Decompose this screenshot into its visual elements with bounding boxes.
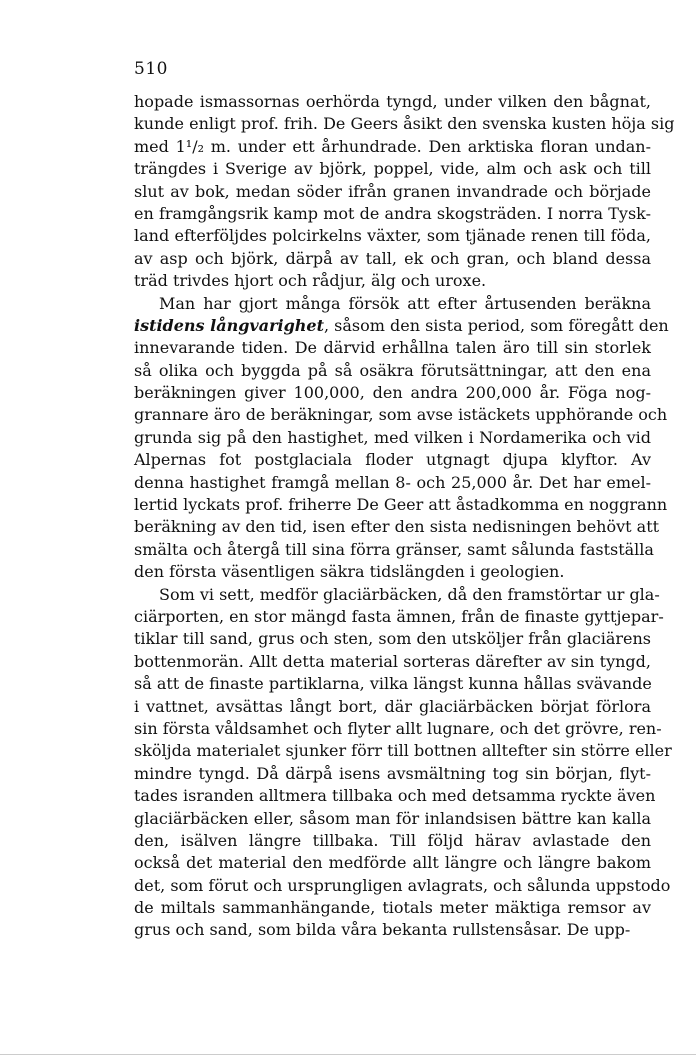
text-line: beräkning av den tid, isen efter den sista nedisningen behövt att xyxy=(134,517,660,537)
text-line: med 1¹/₂ m. under ett århundrade. Den arktiska floran undan- xyxy=(134,136,651,156)
paragraph xyxy=(134,293,669,584)
text-line: mindre tyngd. Då därpå isens avsmältning tog sin början, flyt- xyxy=(134,763,651,783)
scan-edge-divider xyxy=(0,1054,696,1055)
text-line: tades isranden alltmera tillbaka och med detsamma ryckte även xyxy=(134,786,656,806)
text-line: också det material den medförde allt längre och längre bakom xyxy=(134,853,651,873)
text-line: beräkningen giver 100,000, den andra 200,000 år. Föga nog- xyxy=(134,383,651,403)
text-line: sin första våldsamhet och flyter allt lugnare, och det grövre, ren- xyxy=(134,718,662,738)
body-text xyxy=(134,91,675,942)
text-line: istidens långvarighet, såsom den sista period, som föregått den xyxy=(134,315,669,335)
paragraph xyxy=(134,91,675,293)
text-line: Som vi sett, medför glaciärbäcken, då den framstörtar ur gla- xyxy=(159,584,660,604)
text-line: lertid lyckats prof. friherre De Geer att åstadkomma en noggrann xyxy=(134,495,668,515)
text-line: den första väsentligen säkra tidslängden i geologien. xyxy=(134,562,565,582)
text-line: ciärporten, en stor mängd fasta ämnen, från de finaste gyttjepar- xyxy=(134,606,664,626)
text-line: denna hastighet framgå mellan 8- och 25,000 år. Det har emel- xyxy=(134,472,651,492)
text-line: det, som förut och ursprungligen avlagrats, och sålunda uppstodo xyxy=(134,875,671,895)
text-line: så olika och byggda på så osäkra förutsättningar, att den ena xyxy=(134,360,651,380)
text-line: trängdes i Sverige av björk, poppel, vide, alm och ask och till xyxy=(134,159,651,179)
text-line: grus och sand, som bilda våra bekanta rullstensåsar. De upp- xyxy=(134,920,631,940)
text-line: så att de finaste partiklarna, vilka längst kunna hållas svävande xyxy=(134,674,652,694)
text-line: kunde enligt prof. frih. De Geers åsikt den svenska kusten höja sig xyxy=(134,114,675,134)
text-line: tiklar till sand, grus och sten, som den utsköljer från glaciärens xyxy=(134,629,651,649)
text-line: Alpernas fot postglaciala floder utgnagt djupa klyftor. Av xyxy=(134,450,651,470)
text-line: grunda sig på den hastighet, med vilken i Nordamerika och vid xyxy=(134,427,651,447)
page-number: 510 xyxy=(134,59,168,79)
text-line: smälta och återgå till sina förra gränser, samt sålunda fastställa xyxy=(134,539,654,559)
paragraph xyxy=(134,584,672,942)
text-line: i vattnet, avsättas långt bort, där glaciärbäcken börjat förlora xyxy=(134,696,651,716)
text-line: innevarande tiden. De därvid erhållna talen äro till sin storlek xyxy=(134,338,651,358)
text-line: en framgångsrik kamp mot de andra skogsträden. I norra Tysk- xyxy=(134,203,651,223)
text-line: sköljda materialet sjunker förr till bottnen alltefter sin större eller xyxy=(134,741,672,761)
text-line: grannare äro de beräkningar, som avse istäckets upphörande och xyxy=(134,405,668,425)
text-line: glaciärbäcken eller, såsom man för inlandsisen bättre kan kalla xyxy=(134,808,651,828)
text-line: bottenmorän. Allt detta material sorteras därefter av sin tyngd, xyxy=(134,651,651,671)
text-line: de miltals sammanhängande, tiotals meter mäktiga remsor av xyxy=(134,898,651,918)
text-line: den, isälven längre tillbaka. Till följd härav avlastade den xyxy=(134,830,651,850)
text-line: slut av bok, medan söder ifrån granen invandrade och började xyxy=(134,181,651,201)
text-line: träd trivdes hjort och rådjur, älg och uroxe. xyxy=(134,271,487,291)
text-line: hopade ismassornas oerhörda tyngd, under vilken den bågnat, xyxy=(134,92,651,111)
text-line: av asp och björk, därpå av tall, ek och gran, och bland dessa xyxy=(134,248,651,268)
text-line: Man har gjort många försök att efter årtusenden beräkna xyxy=(159,293,651,313)
emphasized-term: istidens långvarighet xyxy=(134,315,324,335)
text-line: land efterföljdes polcirkelns växter, som tjänade renen till föda, xyxy=(134,226,651,246)
